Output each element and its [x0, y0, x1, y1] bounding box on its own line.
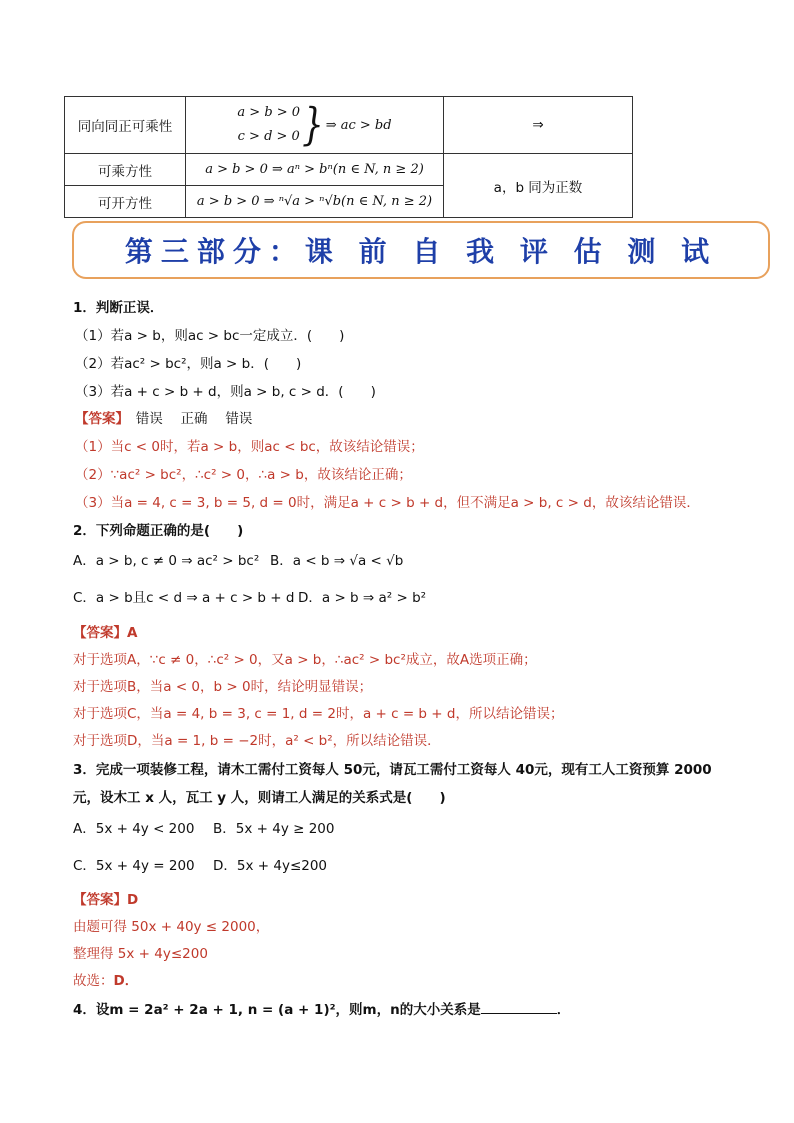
- q1-answer: [75, 407, 252, 427]
- row-label-multiplicative: 同向同正可乘性: [65, 97, 186, 154]
- q2-option-c: C．a > b且c < d ⇒ a + c > b + d: [73, 590, 295, 606]
- q3-option-c: C．5x + 4y = 200: [73, 858, 195, 874]
- formula-bottom: c > d > 0: [237, 129, 300, 144]
- q1-explanation-2: （2）∵ac² > bc²，∴c² > 0，∴a > b，故该结论正确；: [75, 467, 412, 483]
- condition-cell: a，b 同为正数: [444, 154, 633, 218]
- formula-top: a > b > 0: [237, 105, 301, 120]
- q1-statement-1: （1）若a > b，则ac > bc一定成立．( ): [75, 328, 345, 344]
- q2-answer: 【答案】A: [73, 625, 138, 641]
- properties-table: [64, 96, 633, 218]
- formula-cell-3: a > b > 0 ⇒ ⁿ√a > ⁿ√b(n ∈ N, n ≥ 2): [186, 186, 444, 218]
- q2-explanation-2: 对于选项B，当a < 0，b > 0时，结论明显错误；: [73, 679, 373, 695]
- choose-answer: D．: [113, 973, 139, 989]
- answer-label: 【答案】: [75, 411, 123, 427]
- q3-answer: 【答案】D: [73, 892, 139, 908]
- answer-text: 错误 正确 错误: [122, 411, 253, 427]
- answer-blank[interactable]: [481, 1001, 557, 1014]
- q2-option-d: D．a > b ⇒ a² > b²: [298, 590, 427, 606]
- q4-stem: [73, 998, 570, 1018]
- formula-cell-1: [186, 97, 444, 154]
- q1-statement-3: （3）若a + c > b + d，则a > b, c > d．( ): [75, 384, 376, 400]
- q1-explanation-1: （1）当c < 0时，若a > b，则ac < bc，故该结论错误；: [75, 439, 424, 455]
- q1-statement-2: （2）若ac² > bc²，则a > b．( ): [75, 356, 302, 372]
- implies-cell: ⇒: [444, 97, 633, 154]
- q2-title: 2．下列命题正确的是( ): [73, 523, 244, 539]
- section-banner: [72, 221, 770, 279]
- choose-prefix: 故选：: [73, 973, 114, 989]
- q2-option-a: A．a > b, c ≠ 0 ⇒ ac² > bc²: [73, 553, 260, 569]
- q4-stem-text: 4．设m = 2a² + 2a + 1, n = (a + 1)²，则m，n的大小关系是: [73, 1002, 481, 1018]
- q2-explanation-4: 对于选项D，当a = 1, b = −2时，a² < b²，所以结论错误．: [73, 733, 441, 749]
- q3-option-a: A．5x + 4y < 200: [73, 821, 195, 837]
- q3-stem-line-1: 3．完成一项装修工程，请木工需付工资每人 50元，请瓦工需付工资每人 40元，现有工人工资预算 2000: [73, 762, 712, 778]
- q3-explanation-1: 由题可得 50x + 40y ≤ 2000，: [73, 919, 270, 935]
- q2-explanation-3: 对于选项C，当a = 4, b = 3, c = 1, d = 2时，a + c = b + d，所以结论错误；: [73, 706, 564, 722]
- row-label-root: 可开方性: [65, 186, 186, 218]
- q3-option-b: B．5x + 4y ≥ 200: [213, 821, 335, 837]
- q3-explanation-3: [73, 969, 138, 989]
- formula-result: ⇒ ac > bd: [325, 117, 392, 133]
- q2-option-b: B．a < b ⇒ √a < √b: [270, 553, 404, 569]
- q3-explanation-2: 整理得 5x + 4y≤200: [73, 946, 208, 962]
- row-label-power: 可乘方性: [65, 154, 186, 186]
- q2-explanation-1: 对于选项A，∵c ≠ 0，∴c² > 0，又a > b，∴ac² > bc²成立，故A选项正确；: [73, 652, 537, 668]
- formula-cell-2: a > b > 0 ⇒ aⁿ > bⁿ(n ∈ N, n ≥ 2): [186, 154, 444, 186]
- section-title: 第三部分：课 前 自 我 评 估 测 试: [124, 235, 718, 268]
- q3-option-d: D．5x + 4y≤200: [213, 858, 328, 874]
- q4-stem-end: ．: [556, 1002, 571, 1018]
- q3-stem-line-2: 元，设木工 x 人，瓦工 y 人，则请工人满足的关系式是( ): [73, 790, 446, 806]
- q1-explanation-3: （3）当a = 4, c = 3, b = 5, d = 0时，满足a + c > b + d，但不满足a > b, c > d，故该结论错误．: [75, 495, 700, 511]
- q1-title: 1．判断正误．: [73, 300, 164, 316]
- right-brace-icon: }: [302, 99, 324, 151]
